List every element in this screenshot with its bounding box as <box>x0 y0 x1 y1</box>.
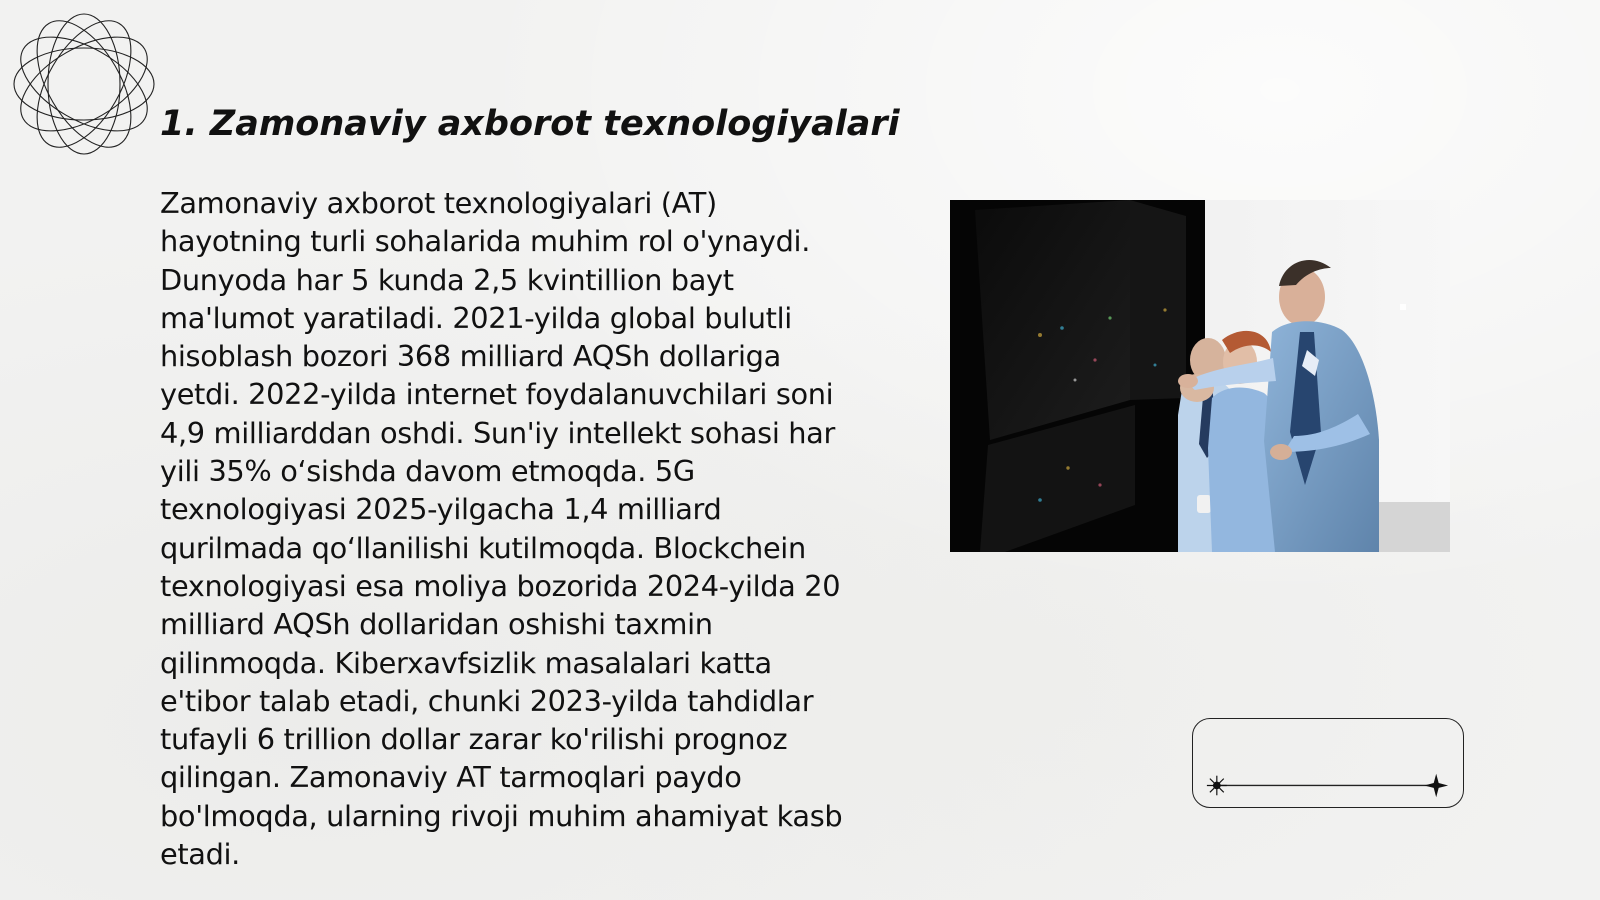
circle-ornament-icon <box>10 10 158 158</box>
star-icon <box>1424 774 1448 797</box>
body-text: Zamonaviy axborot texnologiyalari (AT) hayotning turli sohalarida muhim rol o'ynaydi. Dunyoda har 5 kunda 2,5 kvintillion bayt ma'lumot yaratiladi. 2021-yilda global bulutli hisoblash bozori 368 milliard AQSh dollariga yetdi. 2022-yilda internet foydalanuvchilari soni 4,9 milliarddan oshdi. Sun'iy intellekt sohasi har yili 35% o‘sishda davom etmoqda. 5G texnologiyasi 2025-yilgacha 1,4 milliard qurilmada qo‘llanilishi kutilmoqda. Blockchein texnologiyasi esa moliya bozorida 2024-yilda 20 milliard AQSh dollaridan oshishi taxmin qilinmoqda. Kiberxavfsizlik masalalari katta e'tibor talab etadi, chunki 2023-yilda tahdidlar tufayli 6 trillion dollar zarar ko'rilishi prognoz qilingan. Zamonaviy AT tarmoqlari paydo bo'lmoqda, ularning rivoji muhim ahamiyat kasb etadi. <box>160 186 843 872</box>
office-team-photo <box>950 200 1450 552</box>
timeline-box <box>1192 718 1464 808</box>
slide-title: 1. Zamonaviy axborot texnologiyalari <box>160 104 900 144</box>
sparkle-icon <box>1207 776 1227 796</box>
